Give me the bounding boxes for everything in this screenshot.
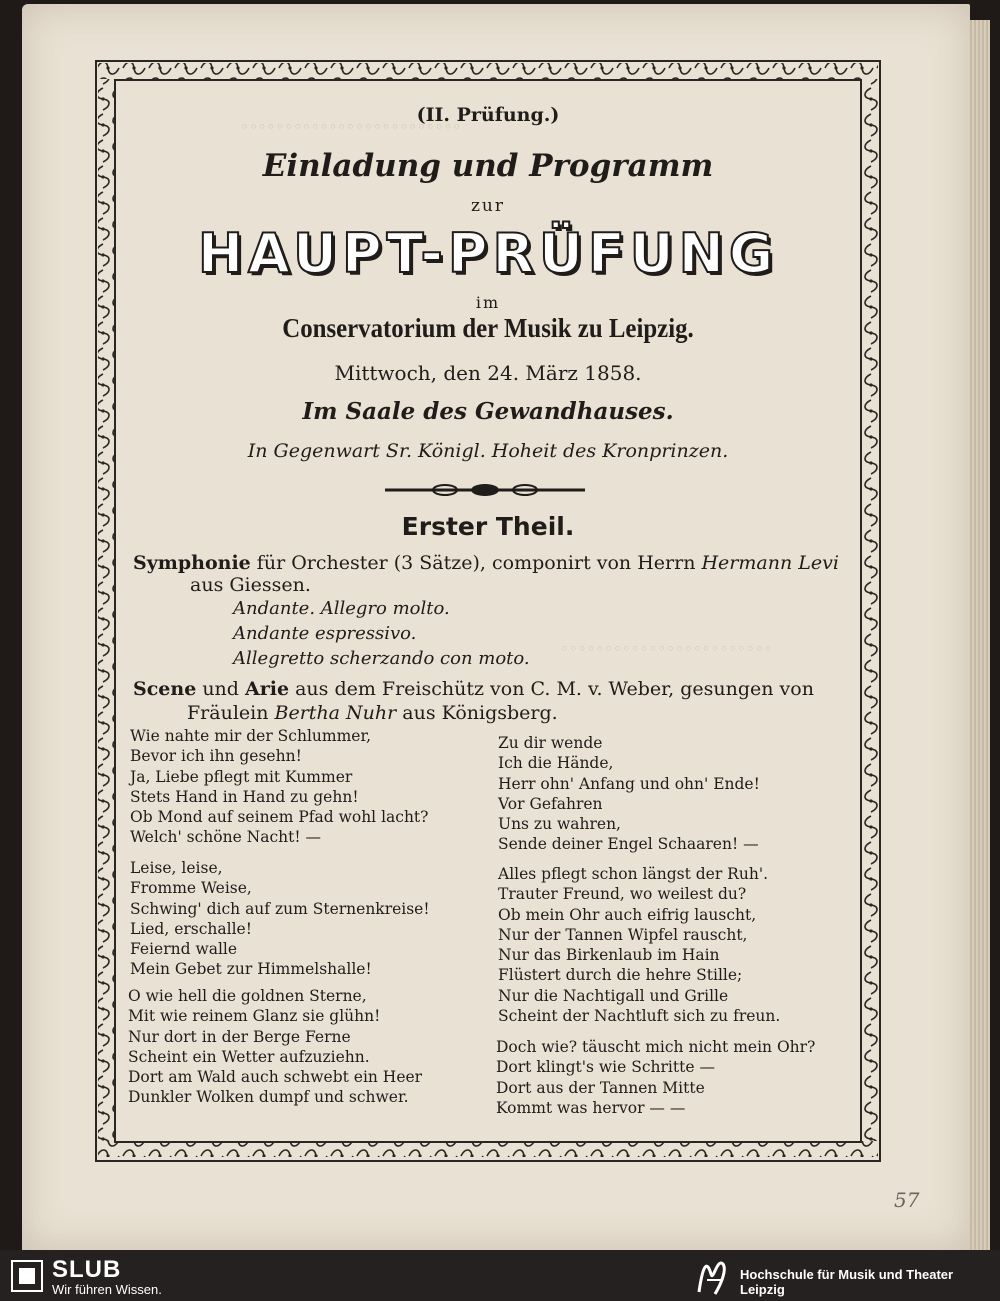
lyric-line: Lied, erschalle! [130,919,252,938]
movement: Andante. Allegro molto. [233,598,450,619]
lyric-line: Vor Gefahren [498,794,603,813]
lyric-line: Ich die Hände, [498,754,614,773]
lyric-line: Nur dort in der Berge Ferne [128,1027,351,1046]
institution-name: Conservatorium der Musik zu Leipzig. [282,313,694,343]
lyric-line: Dort klingt's wie Schritte — [496,1058,715,1077]
item-lead: Arie [245,678,290,700]
item-lead: Symphonie [133,552,251,574]
lyric-line: Uns zu wahren, [498,815,621,834]
lyric-line: Leise, leise, [130,859,223,877]
item-text: Fräulein [187,702,275,724]
lyric-line: Schwing' dich auf zum Sternenkreise! [130,899,430,918]
item-origin: aus Giessen. [190,574,311,596]
venue-line: Im Saale des Gewandhauses. [302,398,674,425]
footer-bar [0,1250,1000,1301]
lyric-line: Nur der Tannen Wipfel rauscht, [498,925,748,944]
item-lead: Scene [133,678,197,700]
date-line: Mittwoch, den 24. März 1858. [334,361,642,385]
movement: Allegretto scherzando con moto. [233,648,530,669]
item-text: aus dem Freischütz von C. M. v. Weber, gesungen von [289,678,814,700]
lyric-line: Fromme Weise, [130,879,252,898]
zur-label: zur [470,196,506,216]
composer-name: Hermann Levi [701,552,839,574]
lyrics-left-stanza-2 [130,858,430,980]
slub-slogan: Wir führen Wissen. [52,1282,162,1297]
decorative-rule [385,483,585,497]
lyric-line: Trauter Freund, wo weilest du? [498,885,747,904]
main-title: HAUPT-PRÜFUNG [197,222,779,285]
page-number: 57 [894,1188,920,1212]
lyric-line: Dort am Wald auch schwebt ein Heer [128,1068,423,1087]
lyrics-right-stanza-3 [496,1037,815,1118]
lyric-line: Sende deiner Engel Schaaren! — [498,835,759,854]
lyric-line: Nur das Birkenlaub im Hain [498,946,720,965]
lyric-line: Mein Gebet zur Himmelshalle! [130,960,372,979]
program-item-scene [133,678,814,700]
item-text: aus Königsberg. [396,702,558,724]
lyric-line: Kommt was hervor — — [496,1098,686,1117]
lyric-line: Scheint der Nachtluft sich zu freun. [498,1007,781,1026]
lyric-line: Ob Mond auf seinem Pfad wohl lacht? [130,808,429,827]
movement: Andante espressivo. [233,623,417,644]
lyric-line: Feiernd walle [130,940,238,959]
lyrics-left-stanza-1 [130,726,428,848]
lyrics-right-stanza-2 [498,864,780,1026]
lyric-line: Flüstert durch die hehre Stille; [498,966,743,985]
lyric-line: Dunkler Wolken dumpf und schwer. [128,1088,409,1107]
lyric-line: Herr ohn' Anfang und ohn' Ende! [498,774,760,793]
lyric-line: Welch' schöne Nacht! — [130,828,322,847]
slub-logo-text: SLUB [52,1256,122,1283]
lyric-line: O wie hell die goldnen Sterne, [128,987,367,1005]
lyric-line: Zu dir wende [498,734,603,752]
lyrics-right-stanza-1 [498,733,760,855]
lyric-line: Scheint ein Wetter aufzuziehn. [128,1047,370,1066]
lyric-line: Nur die Nachtigall und Grille [498,986,729,1005]
lyric-line: Mit wie reinem Glanz sie glühn! [128,1007,381,1026]
singer-name: Bertha Nuhr [274,702,397,724]
slub-logo-icon [10,1259,44,1293]
exam-label: (II. Prüfung.) [416,104,560,126]
lyric-line: Dort aus der Tannen Mitte [496,1078,705,1097]
hmt-logo-icon [693,1254,731,1298]
bleed-through: ◦◦◦◦◦◦◦◦◦◦◦◦◦◦◦◦◦◦◦◦◦◦◦◦◦ [240,118,462,136]
presence-line: In Gegenwart Sr. Königl. Hoheit des Kronprinzen. [247,440,729,462]
im-label: im [475,293,501,312]
lyrics-left-stanza-3 [128,986,422,1108]
lyric-line: Wie nahte mir der Schlummer, [130,727,372,745]
item-text: für Orchester (3 Sätze), componirt von Herrn [250,552,702,574]
section-title: Erster Theil. [401,512,575,541]
lyric-line: Alles pflegt schon längst der Ruh'. [498,865,769,883]
item-text: und [196,678,245,700]
lyric-line: Ob mein Ohr auch eifrig lauscht, [498,905,757,924]
lyric-line: Stets Hand in Hand zu gehn! [130,787,359,806]
program-item-symphonie [133,552,839,574]
item-singer-line [187,702,558,724]
hmt-institution-name: Hochschule für Musik und Theater Leipzig [740,1267,954,1297]
lyric-line: Bevor ich ihn gesehn! [130,747,302,766]
bleed-through: ◦◦◦◦◦◦◦◦◦◦◦◦◦◦◦◦◦◦◦◦◦◦◦◦ [560,640,773,658]
lyric-line: Doch wie? täuscht mich nicht mein Ohr? [496,1038,816,1056]
invitation-heading: Einladung und Programm [262,148,714,184]
lyric-line: Ja, Liebe pflegt mit Kummer [130,767,353,786]
